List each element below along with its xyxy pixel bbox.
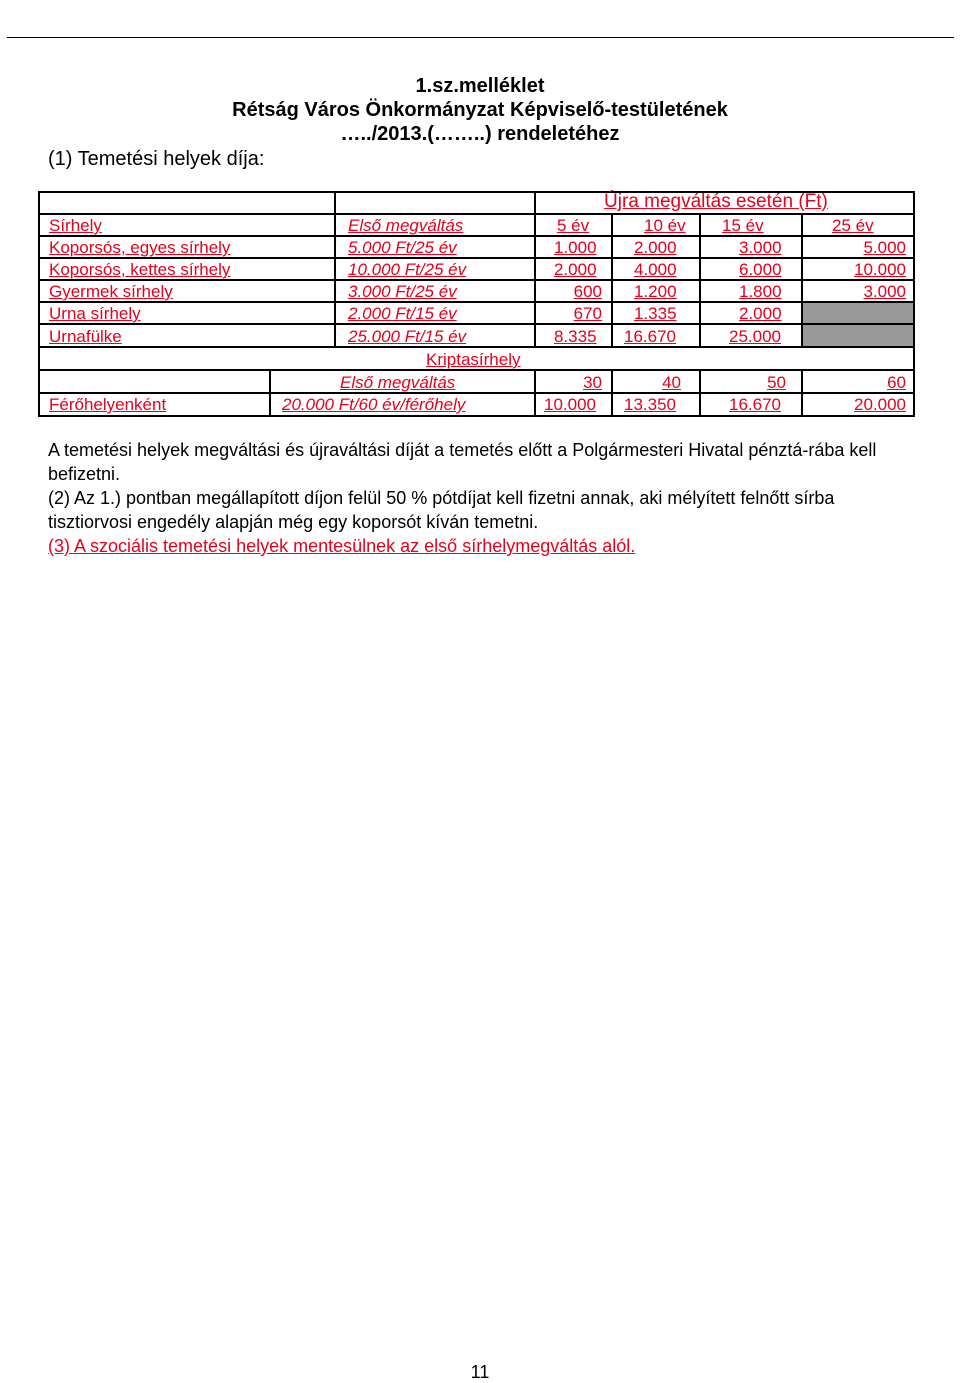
col-header-sirhely: Sírhely xyxy=(49,216,102,235)
row-first-purchase: 2.000 Ft/15 év xyxy=(348,304,457,323)
crypt-row-30: 10.000 xyxy=(544,395,596,414)
fee-table xyxy=(38,191,915,417)
row-15y: 2.000 xyxy=(739,304,782,323)
row-15y: 3.000 xyxy=(739,238,782,257)
row-10y: 4.000 xyxy=(634,260,677,279)
table-border xyxy=(801,213,803,348)
annex-decree: …../2013.(……..) rendeletéhez xyxy=(340,123,620,145)
crypt-col-60: 60 xyxy=(887,373,906,392)
table-border xyxy=(38,213,915,215)
crypt-col-30: 30 xyxy=(583,373,602,392)
crypt-row-40: 13.350 xyxy=(624,395,676,414)
table-border xyxy=(38,279,915,281)
crypt-col-first-purchase: Első megváltás xyxy=(340,373,456,392)
table-border xyxy=(38,415,915,417)
col-header-5y: 5 év xyxy=(557,216,590,235)
table-border xyxy=(38,301,915,303)
row-5y: 1.000 xyxy=(554,238,597,257)
crypt-title: Kriptasírhely xyxy=(426,350,521,369)
crypt-col-40: 40 xyxy=(662,373,681,392)
row-10y: 1.200 xyxy=(634,282,677,301)
table-border xyxy=(534,191,536,348)
annex-number: 1.sz.melléklet xyxy=(415,75,545,97)
annex-authority: Rétság Város Önkormányzat Képviselő-testületének xyxy=(232,99,728,121)
row-25y: 3.000 xyxy=(863,282,906,301)
row-first-purchase: 10.000 Ft/25 év xyxy=(348,260,467,279)
col-header-25y: 25 év xyxy=(832,216,874,235)
table-border xyxy=(38,235,915,237)
col-header-first-purchase: Első megváltás xyxy=(348,216,464,235)
row-5y: 600 xyxy=(573,282,602,301)
payment-paragraph: A temetési helyek megváltási és újraváltási díját a temetés előtt a Polgármesteri Hivatal pénztá-rába kell befizetni. xyxy=(48,440,877,484)
row-15y: 25.000 xyxy=(729,327,781,346)
crypt-row-name: Férőhelyenként xyxy=(49,395,167,414)
col-header-10y: 10 év xyxy=(644,216,686,235)
row-10y: 16.670 xyxy=(624,327,676,346)
crypt-row-first-purchase: 20.000 Ft/60 év/férőhely xyxy=(282,395,466,414)
exemption-paragraph: (3) A szociális temetési helyek mentesülnek az első sírhelymegváltás alól. xyxy=(48,536,636,556)
row-25y: 10.000 xyxy=(854,260,906,279)
table-border xyxy=(38,392,915,394)
row-name: Koporsós, kettes sírhely xyxy=(49,260,231,279)
table-border xyxy=(38,257,915,259)
header-title-continued: ülésre xyxy=(7,18,51,35)
header-title: Beszámoló a Polgármesteri Hivatal munkájáról xyxy=(7,1,339,18)
row-5y: 670 xyxy=(573,304,602,323)
row-15y: 6.000 xyxy=(739,260,782,279)
row-first-purchase: 25.000 Ft/15 év xyxy=(348,327,467,346)
row-first-purchase: 5.000 Ft/25 év xyxy=(348,238,457,257)
table-border xyxy=(801,369,803,417)
surcharge-paragraph: (2) Az 1.) pontban megállapított díjon felül 50 % pótdíjat kell fizetni annak, aki mélyített felnőtt sírba tisztiorvosi engedély alapján még egy koporsót kíván temetni. xyxy=(48,488,835,532)
table-border xyxy=(334,191,336,348)
row-10y: 2.000 xyxy=(634,238,677,257)
crypt-col-50: 50 xyxy=(767,373,786,392)
page-number: 11 xyxy=(470,1362,490,1382)
row-name: Koporsós, egyes sírhely xyxy=(49,238,231,257)
header-date: 2013. 10.25-i Kt. xyxy=(754,1,872,18)
table-border xyxy=(38,346,915,348)
table-border xyxy=(38,369,915,371)
table-border xyxy=(38,323,915,325)
row-10y: 1.335 xyxy=(634,304,677,323)
renewal-title: Újra megváltás esetén (Ft) xyxy=(604,191,828,212)
col-header-15y: 15 év xyxy=(722,216,764,235)
row-15y: 1.800 xyxy=(739,282,782,301)
intro-heading: (1) Temetési helyek díja: xyxy=(48,148,265,170)
table-border xyxy=(699,213,701,348)
row-name: Urnafülke xyxy=(49,327,122,346)
row-25y: 5.000 xyxy=(863,238,906,257)
row-name: Urna sírhely xyxy=(49,304,141,323)
row-name: Gyermek sírhely xyxy=(49,282,173,301)
row-5y: 2.000 xyxy=(554,260,597,279)
row-5y: 8.335 xyxy=(554,327,597,346)
header-rule xyxy=(7,37,954,38)
crypt-row-60: 20.000 xyxy=(854,395,906,414)
page-header xyxy=(0,0,960,36)
table-border xyxy=(913,191,915,417)
row-first-purchase: 3.000 Ft/25 év xyxy=(348,282,457,301)
table-border xyxy=(38,191,40,417)
crypt-row-50: 16.670 xyxy=(729,395,781,414)
table-border xyxy=(611,213,613,348)
table-border xyxy=(269,369,271,417)
